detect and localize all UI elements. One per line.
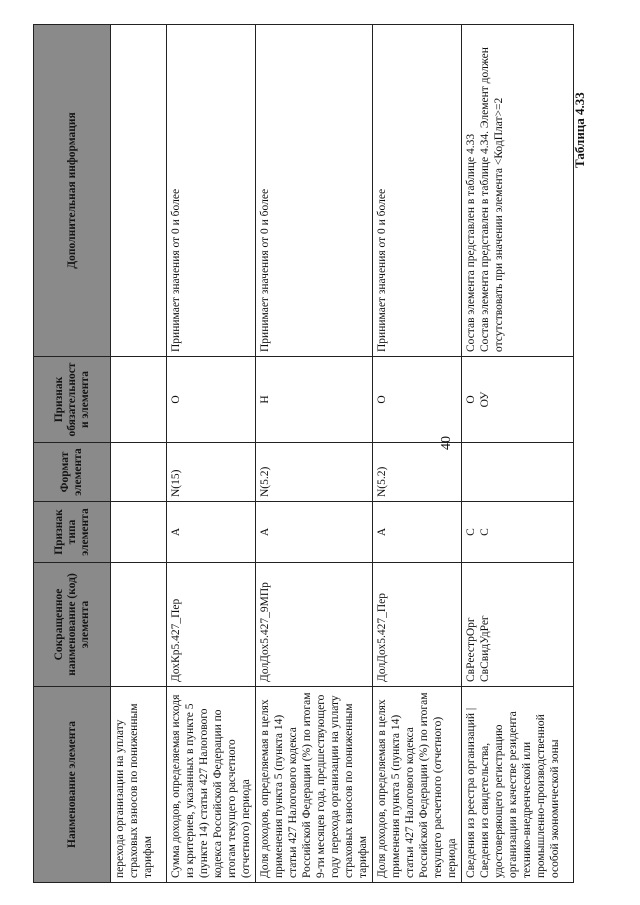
cell-type-line: С [479,528,491,536]
table-row [462,25,574,883]
table-header [34,25,111,883]
cell-code [111,563,167,687]
header-element-name: Наименование элемента [34,687,111,883]
cell-type: А [256,502,373,563]
cell-type [462,502,574,563]
cell-code-line: СвСвидУдРег [479,615,491,682]
elements-table [33,24,574,883]
header-additional-info: Дополнительная информация [34,25,111,357]
cell-info: Принимает значения от 0 и более [167,25,256,357]
cell-format [111,443,167,502]
footer-stamp [597,735,623,885]
cell-code: ДолДох5.427_Пер [373,563,462,687]
table-row [256,25,373,883]
cell-info: Принимает значения от 0 и более [373,25,462,357]
cell-info [111,25,167,357]
cell-info: Принимает значения от 0 и более [256,25,373,357]
cell-name: Сведения из реестра организаций | Сведения из свидетельства, удостоверяющего регистрацию организации в качестве резидента технико-внедренческой или промышленно-производственной особой экономической зоны [462,687,574,883]
cell-name: Доля доходов, определяемая в целях применения пункта 5 (пункта 14) статьи 427 Налогового кодекса Российской Федерации (%) по итогам 9-ти месяцев года, предшествующего году перехода организации на уплату страховых взносов по пониженным тарифам [256,687,373,883]
cell-required: О [167,357,256,443]
cell-code: ДолДох5.427_9МПр [256,563,373,687]
cell-code [462,563,574,687]
header-element-format: Формат элемента [34,443,111,502]
header-element-required: Признак обязательности элемента [34,357,111,443]
cell-format [462,443,574,502]
cell-required [111,357,167,443]
cell-name: перехода организации на уплату страховых взносов по пониженным тарифам [111,687,167,883]
page-number [440,435,454,451]
cell-type [111,502,167,563]
cell-code: ДохКр5.427_Пер [167,563,256,687]
cell-code-line: СвРеестрОрг [465,617,477,682]
cell-type-line: С [465,528,477,536]
header-element-code: Сокращенное наименование (код) элемента [34,563,111,687]
table-row [373,25,462,883]
cell-name: Сумма доходов, определяемая исходя из критериев, указанных в пункте 5 (пункте 14) статьи 427 Налогового кодекса Российской Федерации по итогам текущего расчетного (отчетного) периода [167,687,256,883]
table-row [111,25,167,883]
table-body [111,25,574,883]
cell-required-line: О [465,395,477,404]
header-row [34,25,111,883]
page-number-text: 40 [439,436,454,450]
cell-required: Н [256,357,373,443]
cell-format: N(5.2) [373,443,462,502]
cell-required-line: ОУ [479,391,491,408]
table-caption [572,48,592,168]
cell-info [462,25,574,357]
cell-required [462,357,574,443]
header-element-type: Признак типа элемента [34,502,111,563]
cell-type: А [167,502,256,563]
cell-required: О [373,357,462,443]
cell-info-line: Состав элемента представлен в таблице 4.34. Элемент должен отсутствовать при значении элемента <КодПлат>=2 [479,47,505,352]
cell-name: Доля доходов, определяемая в целях применения пункта 5 (пункта 14) статьи 427 Налогового кодекса Российской Федерации (%) по итогам текущего расчетного (отчетного) периода [373,687,462,883]
table-caption-text: Таблица 4.33 [572,92,587,168]
table-row [167,25,256,883]
cell-format: N(5.2) [256,443,373,502]
cell-type: А [373,502,462,563]
cell-format: N(15) [167,443,256,502]
cell-info-line: Состав элемента представлен в таблице 4.33 [465,133,477,352]
